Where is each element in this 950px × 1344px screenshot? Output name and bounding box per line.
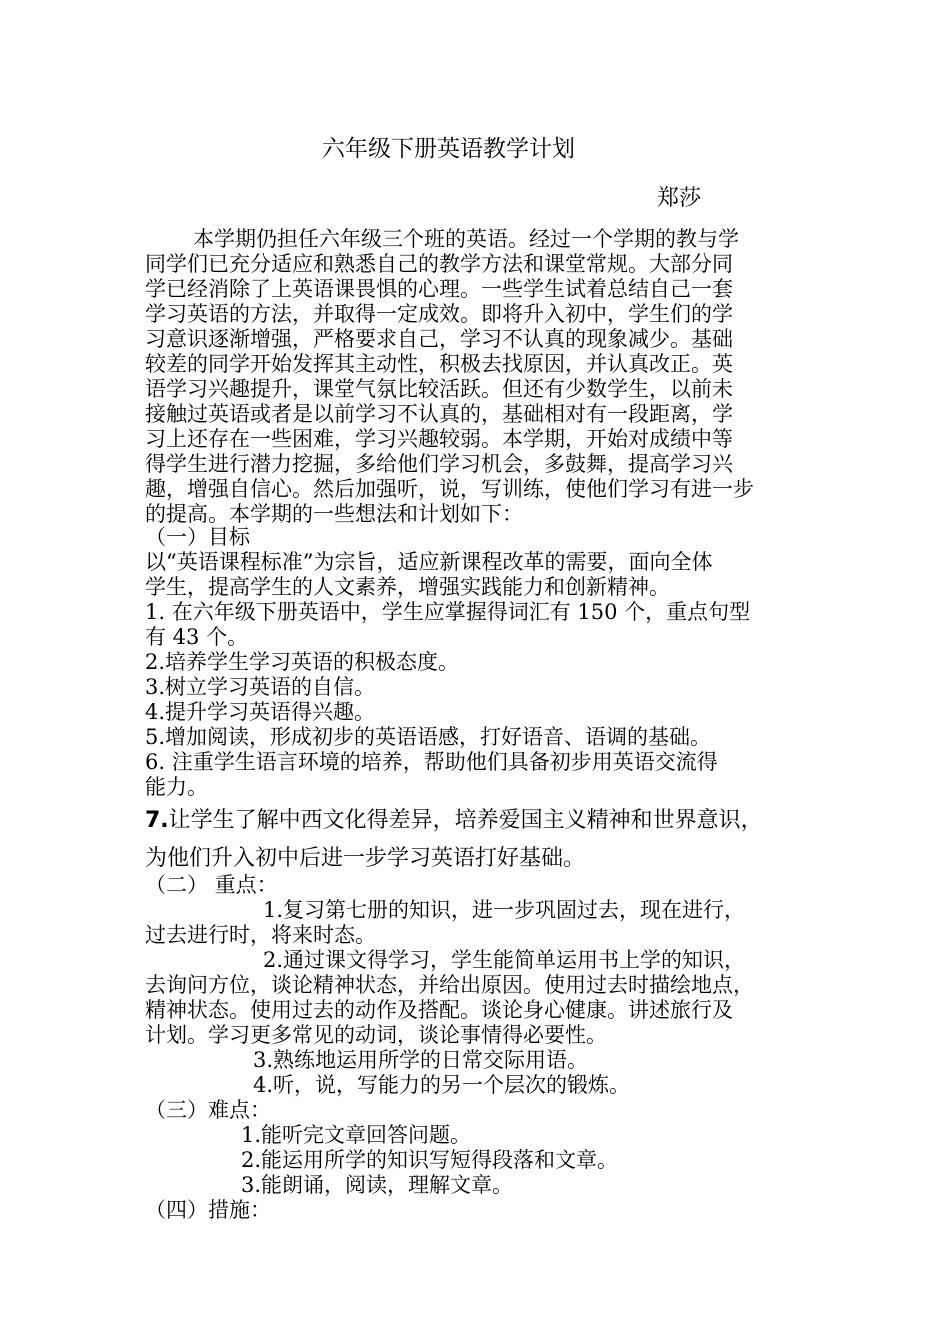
keypoint-line: 精神状态。使用过去的动作及搭配。谈论身心健康。讲述旅行及 [145,998,733,1022]
goal-line: 6. 注重学生语言环境的培养，帮助他们具备初步用英语交流得 [145,750,718,774]
keypoint-line: 4.听，说，写能力的另一个层次的锻炼。 [253,1073,631,1097]
intro-line: 的提高。本学期的一些想法和计划如下： [145,502,523,526]
section-heading-goals: （一）目标 [145,525,250,549]
document-title: 六年级下册英语教学计划 [322,136,575,162]
goal-line: 能力。 [145,775,208,799]
goal-line: 4.提升学习英语得兴趣。 [145,700,376,724]
goal-line: 以“英语课程标准”为宗旨，适应新课程改革的需要，面向全体 [145,550,713,574]
keypoint-line: 2.通过课文得学习，学生能简单运用书上学的知识， [263,948,746,972]
difficulty-line: 1.能听完文章回答问题。 [241,1123,472,1147]
goal-line: 3.树立学习英语的自信。 [145,675,376,699]
intro-line: 得学生进行潜力挖掘，多给他们学习机会，多鼓舞，提高学习兴 [145,452,733,476]
goal-item-7 [145,808,763,833]
difficulty-line: 3.能朗诵，阅读，理解文章。 [241,1173,514,1197]
goal-line: 1. 在六年级下册英语中，学生应掌握得词汇有 150 个，重点句型 [145,600,751,624]
goal-item-7-number: 7. [145,808,169,833]
goal-line: 学生，提高学生的人文素养，增强实践能力和创新精神。 [145,575,670,599]
keypoint-line: 去询问方位，谈论精神状态，并给出原因。使用过去时描绘地点， [145,973,754,997]
intro-line: 学已经消除了上英语课畏惧的心理。一些学生试着总结自己一套 [145,277,733,301]
intro-line: 习意识逐渐增强，严格要求自己，学习不认真的现象减少。基础 [145,327,733,351]
intro-line: 本学期仍担任六年级三个班的英语。经过一个学期的教与学 [193,227,739,251]
difficulty-line: 2.能运用所学的知识写短得段落和文章。 [241,1148,619,1172]
goal-item-7-continuation: 为他们升入初中后进一步学习英语打好基础。 [145,846,586,871]
keypoint-line: 1.复习第七册的知识，进一步巩固过去，现在进行， [263,898,746,922]
intro-line: 同学们已充分适应和熟悉自己的教学方法和课堂常规。大部分同 [145,252,733,276]
intro-line: 学习英语的方法，并取得一定成效。即将升入初中，学生们的学 [145,302,733,326]
intro-line: 语学习兴趣提升，课堂气氛比较活跃。但还有少数学生，以前未 [145,377,733,401]
intro-line: 接触过英语或者是以前学习不认真的，基础相对有一段距离，学 [145,402,733,426]
keypoint-line: 过去进行时，将来时态。 [145,923,376,947]
section-heading-measures: （四）措施： [145,1198,271,1222]
author-name: 郑莎 [657,186,702,211]
section-heading-difficulties: （三）难点： [145,1098,271,1122]
keypoint-line: 3.熟练地运用所学的日常交际用语。 [253,1048,589,1072]
intro-line: 习上还存在一些困难，学习兴趣较弱。本学期，开始对成绩中等 [145,427,733,451]
intro-line: 较差的同学开始发挥其主动性，积极去找原因，并认真改正。英 [145,352,733,376]
goal-item-7-text: 让学生了解中西文化得差异，培养爱国主义精神和世界意识， [168,808,763,833]
intro-line: 趣，增强自信心。然后加强听，说，写训练，使他们学习有进一步 [145,477,754,501]
goal-line: 2.培养学生学习英语的积极态度。 [145,650,460,674]
goal-line: 有 43 个。 [145,625,249,649]
goal-line: 5.增加阅读，形成初步的英语语感，打好语音、语调的基础。 [145,725,712,749]
keypoint-line: 计划。学习更多常见的动词，谈论事情得必要性。 [145,1023,607,1047]
section-heading-keypoints: （二） 重点： [145,873,278,897]
